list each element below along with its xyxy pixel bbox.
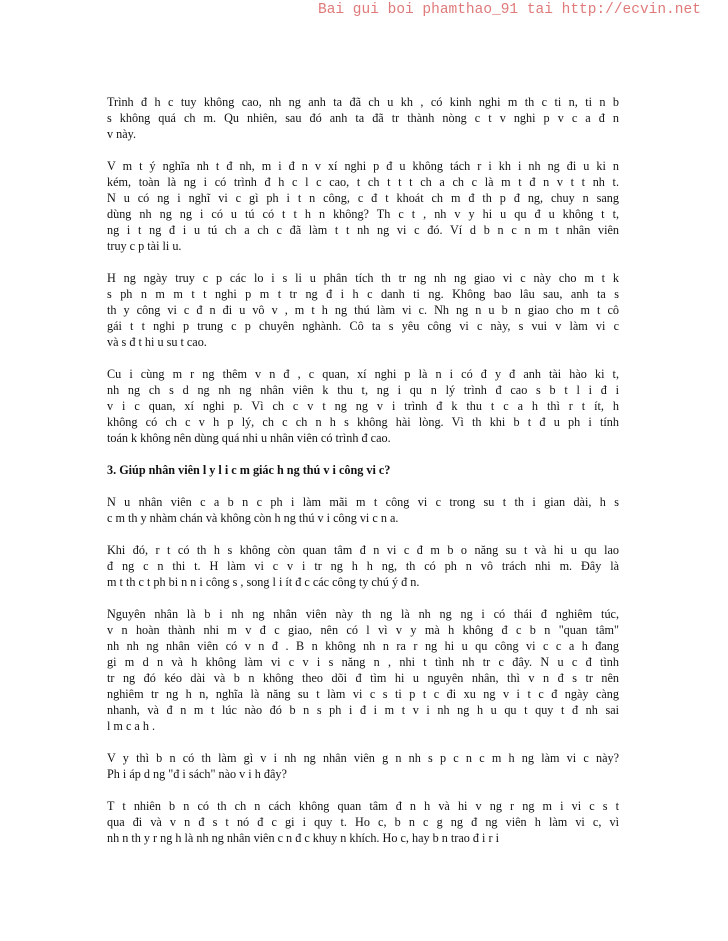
text-line: Khi đó, r t có th h s không còn quan tâm đ n vi c đ m b o năng su t và hi u qu lao: [107, 543, 619, 557]
text-line: Ph i áp d ng "đ i sách" nào v i h đây?: [107, 767, 287, 781]
section-heading: [107, 462, 619, 478]
paragraph: [107, 270, 619, 350]
paragraph: [107, 542, 619, 590]
text-line: V m t ý nghĩa nh t đ nh, m i đ n v xí nghi p đ u không tách r i kh i nh ng đi u ki n: [107, 159, 619, 173]
text-line: H ng ngày truy c p các lo i s li u phân tích th tr ng nh ng giao vi c này cho m t k: [107, 271, 619, 285]
paragraph: [107, 606, 619, 734]
paragraph: [107, 158, 619, 254]
text-line: toán k không nên dùng quá nhi u nhân viên có trình đ cao.: [107, 431, 391, 445]
text-line: ng i t ng đ i u tú ch a ch c đã làm t t nh ng vi c đó. Ví d b n c n m t nhân viên: [107, 223, 619, 237]
text-line: đ ng c n thi t. H làm vi c v i tr ng h h ng, th có ph n vô trách nhi m. Đây là: [107, 559, 619, 573]
paragraph: [107, 366, 619, 446]
text-line: s không quá ch m. Qu nhiên, sau đó anh ta đã tr thành nòng c t v nghi p v c a đ n: [107, 111, 619, 125]
text-line: gi m d n và h không làm vi c v i s năng n , nhi t tình nh tr c đây. N u c đ tình: [107, 655, 619, 669]
text-line: m t th c t ph bi n n i công s , song l i ít đ c các công ty chú ý đ n.: [107, 575, 420, 589]
watermark-text: Bai gui boi phamthao_91 tai http://ecvin.net: [318, 2, 701, 18]
text-line: truy c p tài li u.: [107, 239, 182, 253]
text-line: l m c a h .: [107, 719, 156, 733]
text-line: nh ng ch s d ng nh ng nhân viên k thu t, ng i qu n lý trình đ cao s b t l i đ i: [107, 383, 619, 397]
text-line: gái t t nghi p trung c p chuyên nghành. Cô ta s yêu công vi c này, s vui v làm vi c: [107, 319, 619, 333]
text-line: nghiêm tr ng h n, nghĩa là năng su t làm vi c s ti p t c đi xu ng v i t c đ ngày càng: [107, 687, 619, 701]
text-line: Nguyên nhân là b i nh ng nhân viên này th ng là nh ng ng i có thái đ nghiêm túc,: [107, 607, 619, 621]
text-line: kém, toàn là ng i có trình đ h c l c cao, t ch t t t ch a ch c là m t đ n v t t nh t.: [107, 175, 619, 189]
document-body: [107, 94, 619, 862]
text-line: v n hoàn thành nhi m v đ c giao, nên có l vì v y mà h không đ c b n "quan tâm": [107, 623, 619, 637]
text-line: N u có ng i nghĩ vi c gì ph i t n công, c đ t khoát ch m đ th p đ ng, chuy n sang: [107, 191, 619, 205]
text-line: và s đ t hi u su t cao.: [107, 335, 207, 349]
text-line: nh nh ng nhân viên có v n đ . B n không nh n ra r ng hi u qu công vi c c a h đang: [107, 639, 619, 653]
paragraph: [107, 798, 619, 846]
text-line: tr ng đó kéo dài và b n không theo dõi đ tìm hi u nguyên nhân, thì v n đ s tr nên: [107, 671, 619, 685]
text-line: N u nhân viên c a b n c ph i làm mãi m t công vi c trong su t th i gian dài, h s: [107, 495, 619, 509]
text-line: th y công vi c đ n đi u vô v , m t h ng thú làm vi c. Nh ng n u b n giao cho m t cô: [107, 303, 619, 317]
text-line: Cu i cùng m r ng thêm v n đ , c quan, xí nghi p là n i có đ y đ anh tài hào ki t,: [107, 367, 619, 381]
text-line: 3. Giúp nhân viên l y l i c m giác h ng thú v i công vi c?: [107, 463, 391, 477]
text-line: qua đi và v n đ s t nó đ c gi i quy t. Ho c, b n c g ng đ ng viên h làm vi c, vì: [107, 815, 619, 829]
text-line: không có ch c v h p lý, ch c ch n h s không hài lòng. Vì th khi b t đ u ph i tính: [107, 415, 619, 429]
paragraph: [107, 494, 619, 526]
text-line: nh n th y r ng h là nh ng nhân viên c n đ c khuy n khích. Ho c, hay b n trao đ i r i: [107, 831, 499, 845]
paragraph: [107, 750, 619, 782]
paragraph: [107, 94, 619, 142]
text-line: T t nhiên b n có th ch n cách không quan tâm đ n h và hi v ng r ng m i vi c s t: [107, 799, 619, 813]
text-line: c m th y nhàm chán và không còn h ng thú v i công vi c n a.: [107, 511, 399, 525]
text-line: V y thì b n có th làm gì v i nh ng nhân viên g n nh s p c n c m h ng làm vi c này?: [107, 751, 619, 765]
text-line: nhanh, và đ n m t lúc nào đó b n s ph i đ i m t v i nh ng h u qu t quy t đ nh sai: [107, 703, 619, 717]
text-line: dùng nh ng ng i có u tú có t t h n không? Th c t , nh v y hi u qu đ u không t t,: [107, 207, 619, 221]
text-line: v i c quan, xí nghi p. Vì ch c v t ng ng v i trình đ k thu t c a h thì r t ít, h: [107, 399, 619, 413]
text-line: s ph n m m t t nghi p m t tr ng đ i h c danh ti ng. Không bao lâu sau, anh ta s: [107, 287, 619, 301]
text-line: Trình đ h c tuy không cao, nh ng anh ta đã ch u kh , có kinh nghi m th c ti n, ti n b: [107, 95, 619, 109]
text-line: v này.: [107, 127, 136, 141]
